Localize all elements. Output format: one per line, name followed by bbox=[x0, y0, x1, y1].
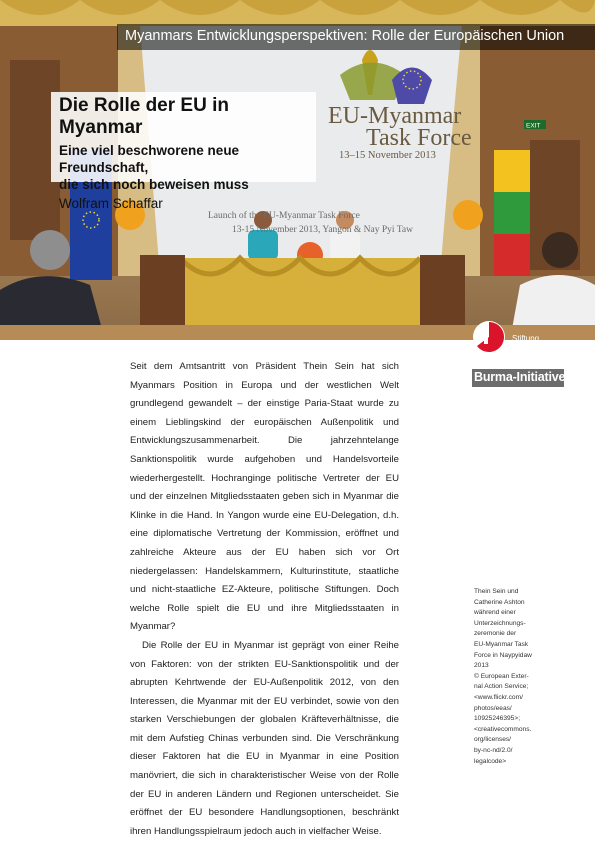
paragraph-2: Die Rolle der EU in Myanmar ist geprägt von einer Reihe von Faktoren: von der strikten EU-Sanktionspolitik und der abrupten Kehrtwende der EU-Außenpolitik 2012, von den Interessen, die Myanmar mit der EU verbindet, sowie von den starken Verschiebungen der globalen Kräfteverhältnisse, die mit dem Aufstieg Chinas verbunden sind. Die Verschränkung dieser Faktoren hat die EU in Myanmar in eine Position manövriert, die sich in charakteristischer Weise von der Rolle der EU in anderen Ländern und Regionen unterscheidet. Sie eröffnet der EU besondere Handlungsoptionen, beschränkt ihren Handlungsspielraum jedoch auch in vielfacher Weise. bbox=[130, 639, 399, 837]
caption-line: während einer bbox=[474, 609, 516, 617]
subtitle-line1: Eine viel beschworene neue Freundschaft, bbox=[59, 143, 240, 175]
page-title: Die Rolle der EU in Myanmar bbox=[59, 95, 229, 138]
hero-photo bbox=[0, 0, 595, 340]
paragraph-1: Seit dem Amtsantritt von Präsident Thein Sein hat sich Myanmars Position in Europa und der westlichen Welt grundlegend gewandelt – der einstige Paria-Staat wurde zu einem Lieblingskind der europäischen Außenpolitik und Entwicklungszusammenarbeit. Die jahrzehntelange Sanktionspolitik wurde aufgehoben und Handelsvorteile wiederhergestellt. Hochranginge politische Vertreter der EU und der einzelnen Mitgliedsstaaten geben sich in Myanmar die Klinke in die Hand. In Yangon wurde eine EU-Delegation, d.h. eine diplomatische Vertretung der Kommission, eröffnet und zahlreiche Akteure aus der EU haben sich vor Ort niedergelassen: Handelskammern, Kulturinstitute, staatliche und nicht-staatliche EZ-Akteure, politische Stiftungen. Doch welche Rolle spielt die EU und ihre Mitgliedsstaaten in Myanmar? bbox=[130, 361, 399, 633]
logo-stiftung-text: Stiftung bbox=[512, 334, 540, 343]
photo-banner-line2: Task Force bbox=[366, 125, 472, 151]
caption-line: legalcode> bbox=[474, 757, 507, 765]
subtitle-line2: die sich noch beweisen muss bbox=[59, 177, 249, 192]
caption-line: nal Action Service; bbox=[474, 683, 529, 691]
caption-line: Catherine Ashton bbox=[474, 598, 525, 606]
photo-banner-line1: EU-Myanmar bbox=[328, 103, 462, 129]
burma-initiative-badge: Burma-Initiative bbox=[472, 369, 564, 387]
article-body bbox=[130, 358, 399, 841]
caption-line: Force in Naypyidaw bbox=[474, 651, 532, 659]
series-header: Myanmars Entwicklungsperspektiven: Rolle der Europäischen Union bbox=[117, 24, 595, 50]
caption-line: © European Exter- bbox=[474, 672, 529, 680]
asienhaus-logo-icon bbox=[472, 320, 506, 354]
caption-line: 10925246395>; bbox=[474, 715, 521, 723]
caption-line: 2013 bbox=[474, 662, 489, 670]
caption-line: org/licenses/ bbox=[474, 736, 512, 744]
photo-backdrop-line2: 13-15 November 2013, Yangon & Nay Pyi Taw bbox=[232, 225, 413, 235]
caption-line: photos/eeas/ bbox=[474, 704, 512, 712]
caption-line: zeremonie der bbox=[474, 630, 517, 638]
caption-line: by-nc-nd/2.0/ bbox=[474, 746, 513, 754]
title-box bbox=[51, 92, 316, 211]
logo-asienhaus-text: Asienhaus bbox=[512, 342, 563, 353]
photo-banner-dates: 13–15 November 2013 bbox=[339, 150, 436, 161]
caption-line: EU-Myanmar Task bbox=[474, 640, 529, 648]
caption-line: <creativecommons. bbox=[474, 725, 532, 733]
caption-line: Unterzeichnungs- bbox=[474, 619, 526, 627]
photo-caption bbox=[474, 587, 564, 767]
exit-sign: EXIT bbox=[526, 122, 541, 130]
caption-line: <www.flickr.com/ bbox=[474, 693, 523, 701]
photo-backdrop-line1: Launch of the EU-Myanmar Task Force bbox=[208, 211, 360, 221]
author: Wolfram Schaffar bbox=[59, 196, 163, 211]
caption-line: Thein Sein und bbox=[474, 588, 519, 595]
